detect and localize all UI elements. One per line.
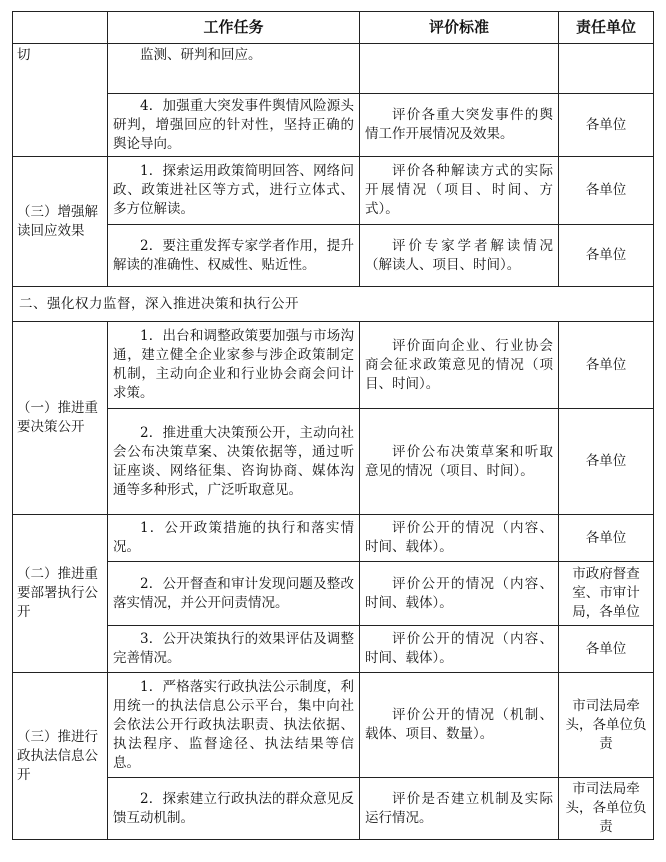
table-row [13, 322, 654, 409]
category-cell: （一）推进重要决策公开 [13, 322, 108, 515]
table-header-row [13, 12, 654, 44]
criteria-cell: 评价专家学者解读情况（解读人、项目、时间）。 [360, 225, 559, 287]
criteria-cell: 评价各种解读方式的实际开展情况（项目、时间、方式）。 [360, 157, 559, 225]
table-row [13, 409, 654, 515]
evaluation-table [12, 11, 654, 840]
criteria-cell: 评价是否建立机制及实际运行情况。 [360, 778, 559, 840]
category-cell: （二）推进重要部署执行公开 [13, 515, 108, 673]
unit-cell: 各单位 [559, 94, 654, 157]
unit-cell: 各单位 [559, 322, 654, 409]
header-category [13, 12, 108, 44]
task-cell: 2．推进重大决策预公开，主动向社会公布决策草案、决策依据等，通过听证座谈、网络征集、咨询协商、媒体沟通等多种形式，广泛听取意见。 [108, 409, 360, 515]
section-heading: 二、强化权力监督，深入推进决策和执行公开 [13, 287, 654, 322]
task-cell: 4．加强重大突发事件舆情风险源头研判，增强回应的针对性，坚持正确的舆论导向。 [108, 94, 360, 157]
criteria-cell: 评价公开的情况（内容、时间、载体）。 [360, 626, 559, 673]
task-cell: 1．出台和调整政策要加强与市场沟通，建立健全企业家参与涉企政策制定机制，主动向企业和行业协会商会问计求策。 [108, 322, 360, 409]
task-cell: 1．严格落实行政执法公示制度，利用统一的执法信息公示平台，集中向社会依法公开行政执法职责、执法依据、执法程序、监督途径、执法结果等信息。 [108, 673, 360, 778]
criteria-cell: 评价面向企业、行业协会商会征求政策意见的情况（项目、时间）。 [360, 322, 559, 409]
task-cell: 2．公开督查和审计发现问题及整改落实情况，并公开问责情况。 [108, 562, 360, 626]
table-row [13, 157, 654, 225]
table-row [13, 778, 654, 840]
unit-cell [559, 44, 654, 94]
table-row [13, 515, 654, 562]
criteria-cell: 评价各重大突发事件的舆情工作开展情况及效果。 [360, 94, 559, 157]
category-cell: 切 [13, 44, 108, 157]
task-cell: 监测、研判和回应。 [108, 44, 360, 94]
header-unit: 责任单位 [559, 12, 654, 44]
header-task: 工作任务 [108, 12, 360, 44]
criteria-cell: 评价公布决策草案和听取意见的情况（项目、时间）。 [360, 409, 559, 515]
table-row [13, 94, 654, 157]
task-cell: 2．要注重发挥专家学者作用，提升解读的准确性、权威性、贴近性。 [108, 225, 360, 287]
unit-cell: 各单位 [559, 515, 654, 562]
task-cell: 1．公开政策措施的执行和落实情况。 [108, 515, 360, 562]
task-cell: 3．公开决策执行的效果评估及调整完善情况。 [108, 626, 360, 673]
table-row [13, 225, 654, 287]
category-cell: （三）推进行政执法信息公开 [13, 673, 108, 840]
table-row [13, 562, 654, 626]
unit-cell: 各单位 [559, 626, 654, 673]
criteria-cell: 评价公开的情况（内容、时间、载体）。 [360, 515, 559, 562]
task-cell: 2．探索建立行政执法的群众意见反馈互动机制。 [108, 778, 360, 840]
unit-cell: 各单位 [559, 409, 654, 515]
criteria-cell: 评价公开的情况（内容、时间、载体）。 [360, 562, 559, 626]
table-row [13, 44, 654, 94]
header-criteria: 评价标准 [360, 12, 559, 44]
unit-cell: 各单位 [559, 157, 654, 225]
criteria-cell: 评价公开的情况（机制、载体、项目、数量）。 [360, 673, 559, 778]
unit-cell: 各单位 [559, 225, 654, 287]
section-row [13, 287, 654, 322]
table-row [13, 626, 654, 673]
unit-cell: 市司法局牵头，各单位负责 [559, 778, 654, 840]
category-cell: （三）增强解读回应效果 [13, 157, 108, 287]
table-row [13, 673, 654, 778]
task-cell: 1．探索运用政策简明回答、网络问政、政策进社区等方式，进行立体式、多方位解读。 [108, 157, 360, 225]
criteria-cell [360, 44, 559, 94]
unit-cell: 市司法局牵头，各单位负责 [559, 673, 654, 778]
unit-cell: 市政府督查室、市审计局，各单位 [559, 562, 654, 626]
